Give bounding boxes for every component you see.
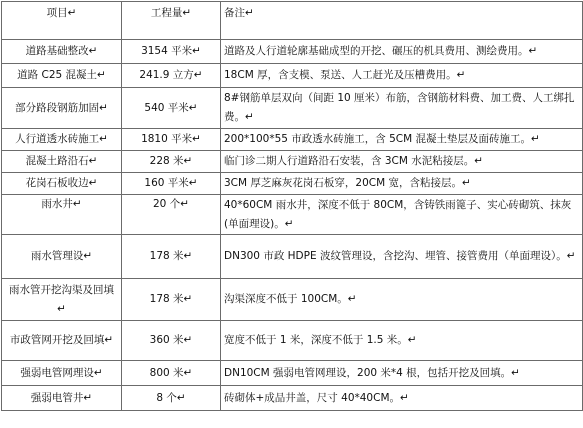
header-qty: 工程量↵ xyxy=(122,2,221,40)
row-item: 混凝土路沿石↵ xyxy=(2,151,122,173)
table-row xyxy=(2,151,583,173)
table-row xyxy=(2,361,583,386)
row-qty: 178 米↵ xyxy=(122,279,221,321)
row-item: 雨水管开挖沟渠及回填↵ xyxy=(2,279,122,321)
row-note: 沟渠深度不低于 100CM。↵ xyxy=(221,279,583,321)
row-qty: 800 米↵ xyxy=(122,361,221,386)
row-note: 200*100*55 市政透水砖施工，含 5CM 混凝土垫层及面砖施工。↵ xyxy=(221,129,583,151)
table-row xyxy=(2,40,583,64)
table-header-row xyxy=(2,2,583,40)
row-note: 40*60CM 雨水井，深度不低于 80CM，含铸铁雨篦子、实心砖砌筑、抹灰(单面理设)。↵ xyxy=(221,195,583,235)
row-item: 市政管网开挖及回填↵ xyxy=(2,321,122,361)
row-qty: 360 米↵ xyxy=(122,321,221,361)
row-qty: 160 平米↵ xyxy=(122,173,221,195)
row-item: 雨水管理设↵ xyxy=(2,235,122,279)
row-item: 强弱电管井↵ xyxy=(2,386,122,411)
row-note: DN10CM 强弱电管网理设，200 米*4 根，包括开挖及回填。↵ xyxy=(221,361,583,386)
table-row xyxy=(2,279,583,321)
row-qty: 178 米↵ xyxy=(122,235,221,279)
row-qty: 1810 平米↵ xyxy=(122,129,221,151)
row-item: 部分路段钢筋加固↵ xyxy=(2,88,122,129)
row-item: 道路基础整改↵ xyxy=(2,40,122,64)
table-row xyxy=(2,64,583,88)
row-note: 宽度不低于 1 米，深度不低于 1.5 米。↵ xyxy=(221,321,583,361)
header-item: 项目↵ xyxy=(2,2,122,40)
table-row xyxy=(2,235,583,279)
row-qty: 20 个↵ xyxy=(122,195,221,235)
row-note: 8#钢筋单层双向（间距 10 厘米）布筋，含钢筋材料费、加工费、人工绑扎费。↵ xyxy=(221,88,583,129)
cost-table xyxy=(1,1,583,411)
row-item: 道路 C25 混凝土↵ xyxy=(2,64,122,88)
row-item: 花岗石板收边↵ xyxy=(2,173,122,195)
row-note: DN300 市政 HDPE 波纹管理设，含挖沟、埋管、接管费用（单面理设）。↵ xyxy=(221,235,583,279)
row-note: 18CM 厚，含支模、泵送、人工赶光及压槽费用。↵ xyxy=(221,64,583,88)
row-qty: 241.9 立方↵ xyxy=(122,64,221,88)
row-qty: 3154 平米↵ xyxy=(122,40,221,64)
row-item: 雨水井↵ xyxy=(2,195,122,235)
row-note: 临门诊二期人行道路沿石安装，含 3CM 水泥粘接层。↵ xyxy=(221,151,583,173)
row-note: 砖砌体+成品井盖，尺寸 40*40CM。↵ xyxy=(221,386,583,411)
row-note: 道路及人行道轮廓基础成型的开挖、碾压的机具费用、测绘费用。↵ xyxy=(221,40,583,64)
header-note: 备注↵ xyxy=(221,2,583,40)
table-row xyxy=(2,173,583,195)
row-qty: 540 平米↵ xyxy=(122,88,221,129)
table-row xyxy=(2,321,583,361)
table-row xyxy=(2,88,583,129)
row-item: 强弱电管网理设↵ xyxy=(2,361,122,386)
row-qty: 8 个↵ xyxy=(122,386,221,411)
table-row xyxy=(2,386,583,411)
table-row xyxy=(2,129,583,151)
row-note: 3CM 厚芝麻灰花岗石板穿，20CM 宽，含粘接层。↵ xyxy=(221,173,583,195)
row-item: 人行道透水砖施工↵ xyxy=(2,129,122,151)
row-qty: 228 米↵ xyxy=(122,151,221,173)
table-row xyxy=(2,195,583,235)
